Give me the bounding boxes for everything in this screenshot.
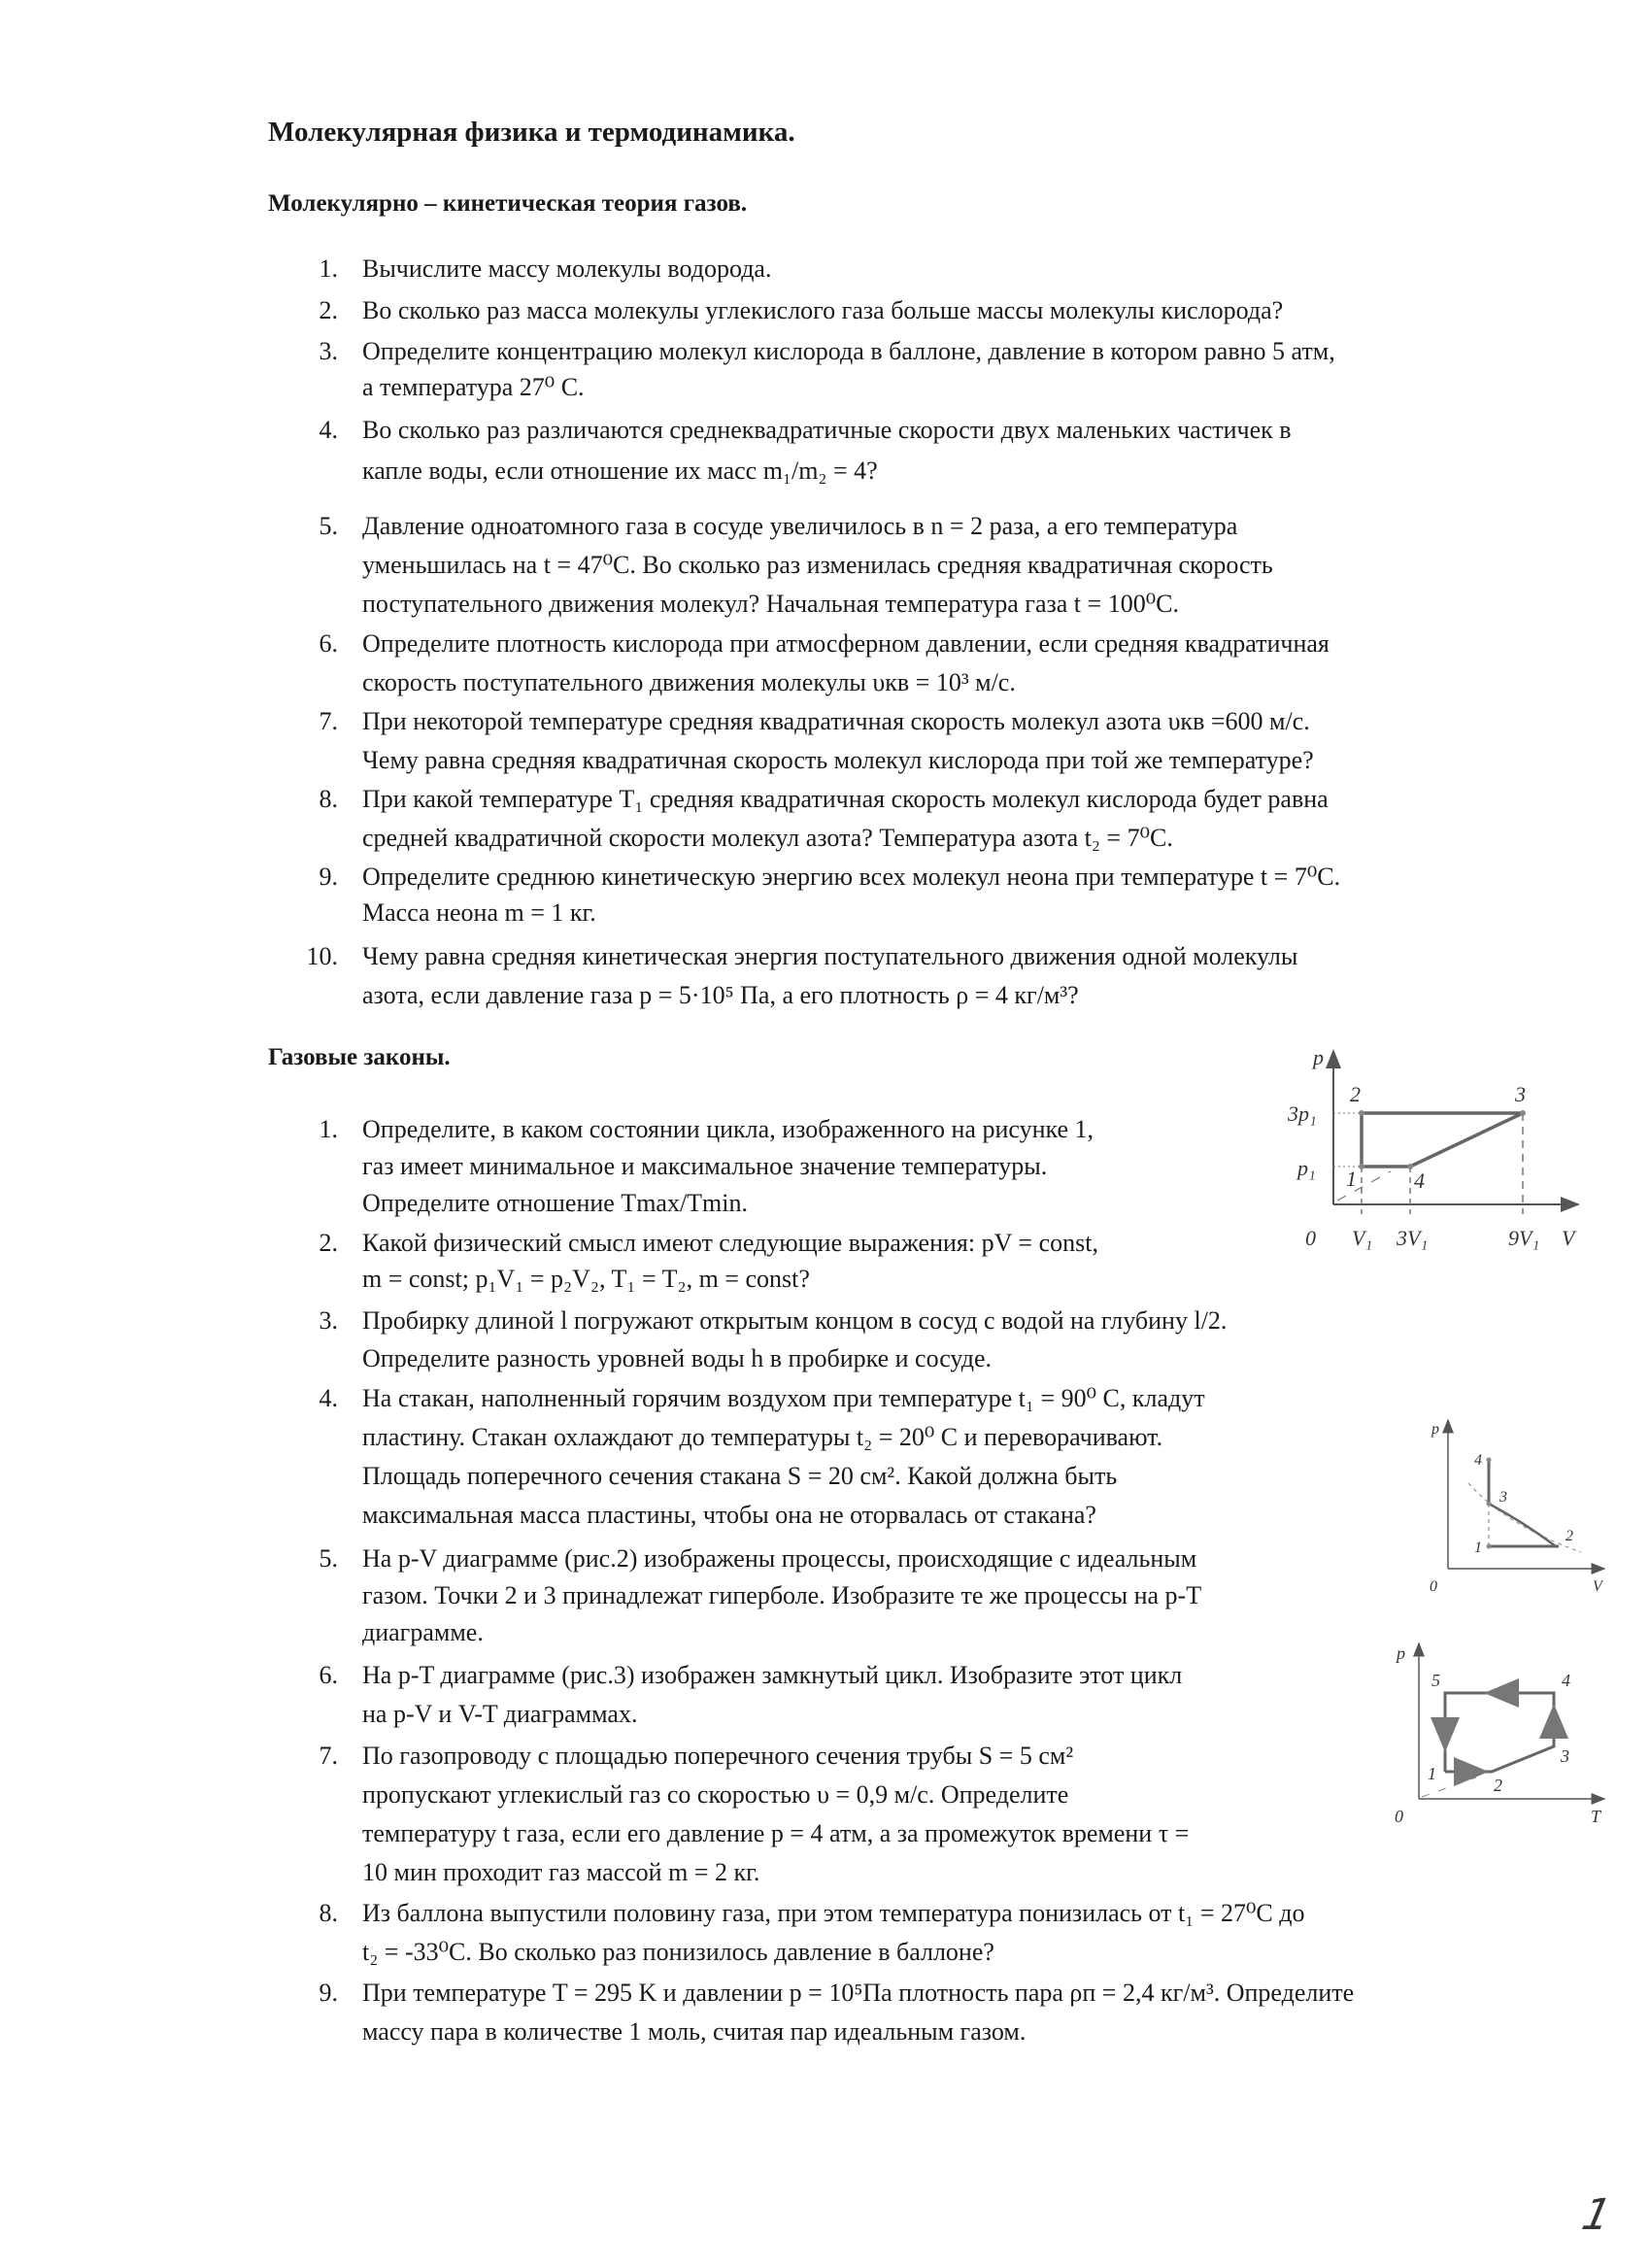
problem-text: Определите отношение Tmax/Tmin. xyxy=(362,1189,749,1217)
problem-text: Определите разность уровней воды h в пробирке и сосуде. xyxy=(362,1344,993,1372)
problem-text: температуру t газа, если его давление p = 4 атм, а за промежуток времени τ = xyxy=(362,1819,1190,1847)
problem-text: По газопроводу с площадью поперечного сечения трубы S = 5 см² xyxy=(362,1742,1074,1770)
figure-3-pt-diagram xyxy=(1379,1632,1622,1836)
problem-text: Во сколько раз различаются среднеквадратичные скорости двух маленьких частичек в xyxy=(362,416,1292,444)
problem-text: капле воды, если отношение их масс m₁/m₂ = 4? xyxy=(362,457,878,485)
item-number: 8. xyxy=(319,1899,338,1927)
problem-text: на p-V и V-T диаграммах. xyxy=(362,1700,638,1728)
svg-text:4: 4 xyxy=(1562,1671,1570,1690)
axis-label-p: p xyxy=(1313,1045,1324,1069)
item-number: 6. xyxy=(319,629,338,658)
svg-text:1: 1 xyxy=(1346,1167,1357,1191)
svg-text:0: 0 xyxy=(1395,1807,1403,1826)
problem-text: скорость поступательного движения молекулы υкв = 10³ м/с. xyxy=(362,668,1016,696)
section-heading-gas-laws: Газовые законы. xyxy=(268,1044,451,1070)
item-number: 6. xyxy=(319,1661,338,1689)
figure-2-pv-diagram xyxy=(1408,1408,1622,1603)
problem-text: Определите плотность кислорода при атмосферном давлении, если средняя квадратичная xyxy=(362,629,1330,658)
problem-text: азота, если давление газа p = 5·10⁵ Па, а его плотность ρ = 4 кг/м³? xyxy=(362,981,1079,1009)
problem-text: пластину. Стакан охлаждают до температуры t₂ = 20⁰ С и переворачивают. xyxy=(362,1423,1163,1451)
svg-text:3: 3 xyxy=(1561,1746,1569,1766)
problem-text: уменьшилась на t = 47⁰С. Во сколько раз изменилась средняя квадратичная скорость xyxy=(362,551,1273,579)
svg-text:V: V xyxy=(1562,1226,1575,1250)
item-number: 10. xyxy=(306,942,338,970)
problem-text: Чему равна средняя квадратичная скорость молекул кислорода при той же температуре? xyxy=(362,746,1314,774)
item-number: 4. xyxy=(319,416,338,444)
problem-text: Из баллона выпустили половину газа, при этом температура понизилась от t₁ = 27⁰С до xyxy=(362,1899,1305,1927)
svg-text:1: 1 xyxy=(1428,1764,1436,1783)
problem-text: При температуре T = 295 K и давлении p = 10⁵Па плотность пара ρп = 2,4 кг/м³. Определите xyxy=(362,1979,1355,2007)
item-number: 4. xyxy=(319,1384,338,1412)
problem-text: t₂ = -33⁰С. Во сколько раз понизилось давление в баллоне? xyxy=(362,1938,994,1966)
svg-text:3V₁: 3V₁ xyxy=(1397,1226,1429,1250)
problem-text: На p-V диаграмме (рис.2) изображены процессы, происходящие с идеальным xyxy=(362,1544,1197,1573)
problem-text: При какой температуре T₁ средняя квадратичная скорость молекул кислорода будет равна xyxy=(362,785,1329,813)
problem-text: m = const; p₁V₁ = p₂V₂, T₁ = T₂, m = const? xyxy=(362,1265,810,1293)
problem-text: Чему равна средняя кинетическая энергия поступательного движения одной молекулы xyxy=(362,942,1298,970)
problem-text: средней квадратичной скорости молекул азота? Температура азота t₂ = 7⁰С. xyxy=(362,824,1173,852)
svg-text:V₁: V₁ xyxy=(1352,1226,1373,1250)
problem-text: поступательного движения молекул? Начальная температура газа t = 100⁰С. xyxy=(362,590,1179,618)
problem-text: Определите концентрацию молекул кислорода в баллоне, давление в котором равно 5 атм, xyxy=(362,337,1335,365)
item-number: 5. xyxy=(319,512,338,540)
svg-text:p: p xyxy=(1397,1643,1405,1663)
svg-text:4: 4 xyxy=(1414,1168,1425,1193)
item-number: 9. xyxy=(319,1979,338,2007)
item-number: 9. xyxy=(319,863,338,891)
item-number: 1. xyxy=(319,1115,338,1143)
problem-text: Давление одноатомного газа в сосуде увеличилось в n = 2 раза, а его температура xyxy=(362,512,1238,540)
svg-text:3: 3 xyxy=(1499,1489,1507,1506)
item-number: 5. xyxy=(319,1544,338,1573)
svg-text:0: 0 xyxy=(1305,1226,1316,1250)
svg-text:5: 5 xyxy=(1431,1671,1440,1690)
svg-text:V: V xyxy=(1593,1578,1602,1595)
svg-text:T: T xyxy=(1591,1807,1601,1826)
svg-text:3: 3 xyxy=(1515,1082,1526,1106)
page-title: Молекулярная физика и термодинамика. xyxy=(268,117,795,148)
problem-text: газом. Точки 2 и 3 принадлежат гиперболе. Изобразите те же процессы на p-T xyxy=(362,1581,1202,1609)
svg-text:3p₁: 3p₁ xyxy=(1288,1101,1317,1126)
problem-text: пропускают углекислый газ со скоростью υ = 0,9 м/с. Определите xyxy=(362,1780,1069,1809)
svg-text:2: 2 xyxy=(1566,1528,1573,1544)
problem-text: Пробирку длиной l погружают открытым концом в сосуд с водой на глубину l/2. xyxy=(362,1306,1228,1335)
page-number: 1 xyxy=(1577,2190,1616,2240)
problem-text: При некоторой температуре средняя квадратичная скорость молекул азота υкв =600 м/с. xyxy=(362,707,1310,735)
item-number: 7. xyxy=(319,707,338,735)
svg-text:9V₁: 9V₁ xyxy=(1508,1226,1540,1250)
svg-text:p₁: p₁ xyxy=(1297,1156,1316,1180)
svg-text:p: p xyxy=(1431,1421,1439,1438)
svg-text:0: 0 xyxy=(1430,1578,1437,1595)
item-number: 2. xyxy=(319,296,338,324)
problem-text: а температура 27⁰ С. xyxy=(362,373,585,401)
problem-text: Во сколько раз масса молекулы углекислого газа больше массы молекулы кислорода? xyxy=(362,296,1284,324)
item-number: 7. xyxy=(319,1742,338,1770)
problem-text: На стакан, наполненный горячим воздухом при температуре t₁ = 90⁰ С, кладут xyxy=(362,1384,1205,1412)
problem-text: Вычислите массу молекулы водорода. xyxy=(362,254,772,283)
svg-text:2: 2 xyxy=(1350,1082,1361,1106)
item-number: 2. xyxy=(319,1229,338,1257)
problem-text: Определите, в каком состоянии цикла, изображенного на рисунке 1, xyxy=(362,1115,1094,1143)
problem-text: массу пара в количестве 1 моль, считая пар идеальным газом. xyxy=(362,2017,1027,2046)
problem-text: На p-T диаграмме (рис.3) изображен замкнутый цикл. Изобразите этот цикл xyxy=(362,1661,1183,1689)
problem-text: диаграмме. xyxy=(362,1618,484,1646)
problem-text: газ имеет минимальное и максимальное значение температуры. xyxy=(362,1152,1048,1180)
section-heading-mkt: Молекулярно – кинетическая теория газов. xyxy=(268,190,748,217)
problem-text: 10 мин проходит газ массой m = 2 кг. xyxy=(362,1858,760,1886)
problem-text: Масса неона m = 1 кг. xyxy=(362,898,596,927)
problem-text: Определите среднюю кинетическую энергию всех молекул неона при температуре t = 7⁰С. xyxy=(362,863,1341,891)
problem-text: Площадь поперечного сечения стакана S = 20 см². Какой должна быть xyxy=(362,1462,1118,1490)
problem-text: Какой физический смысл имеют следующие выражения: pV = const, xyxy=(362,1229,1098,1257)
figure-1-pv-diagram xyxy=(1282,1030,1612,1253)
svg-text:2: 2 xyxy=(1494,1776,1502,1795)
svg-text:1: 1 xyxy=(1474,1540,1482,1556)
item-number: 1. xyxy=(319,254,338,283)
svg-text:4: 4 xyxy=(1474,1452,1482,1469)
item-number: 3. xyxy=(319,1306,338,1335)
item-number: 3. xyxy=(319,337,338,365)
item-number: 8. xyxy=(319,785,338,813)
problem-text: максимальная масса пластины, чтобы она не оторвалась от стакана? xyxy=(362,1501,1096,1529)
